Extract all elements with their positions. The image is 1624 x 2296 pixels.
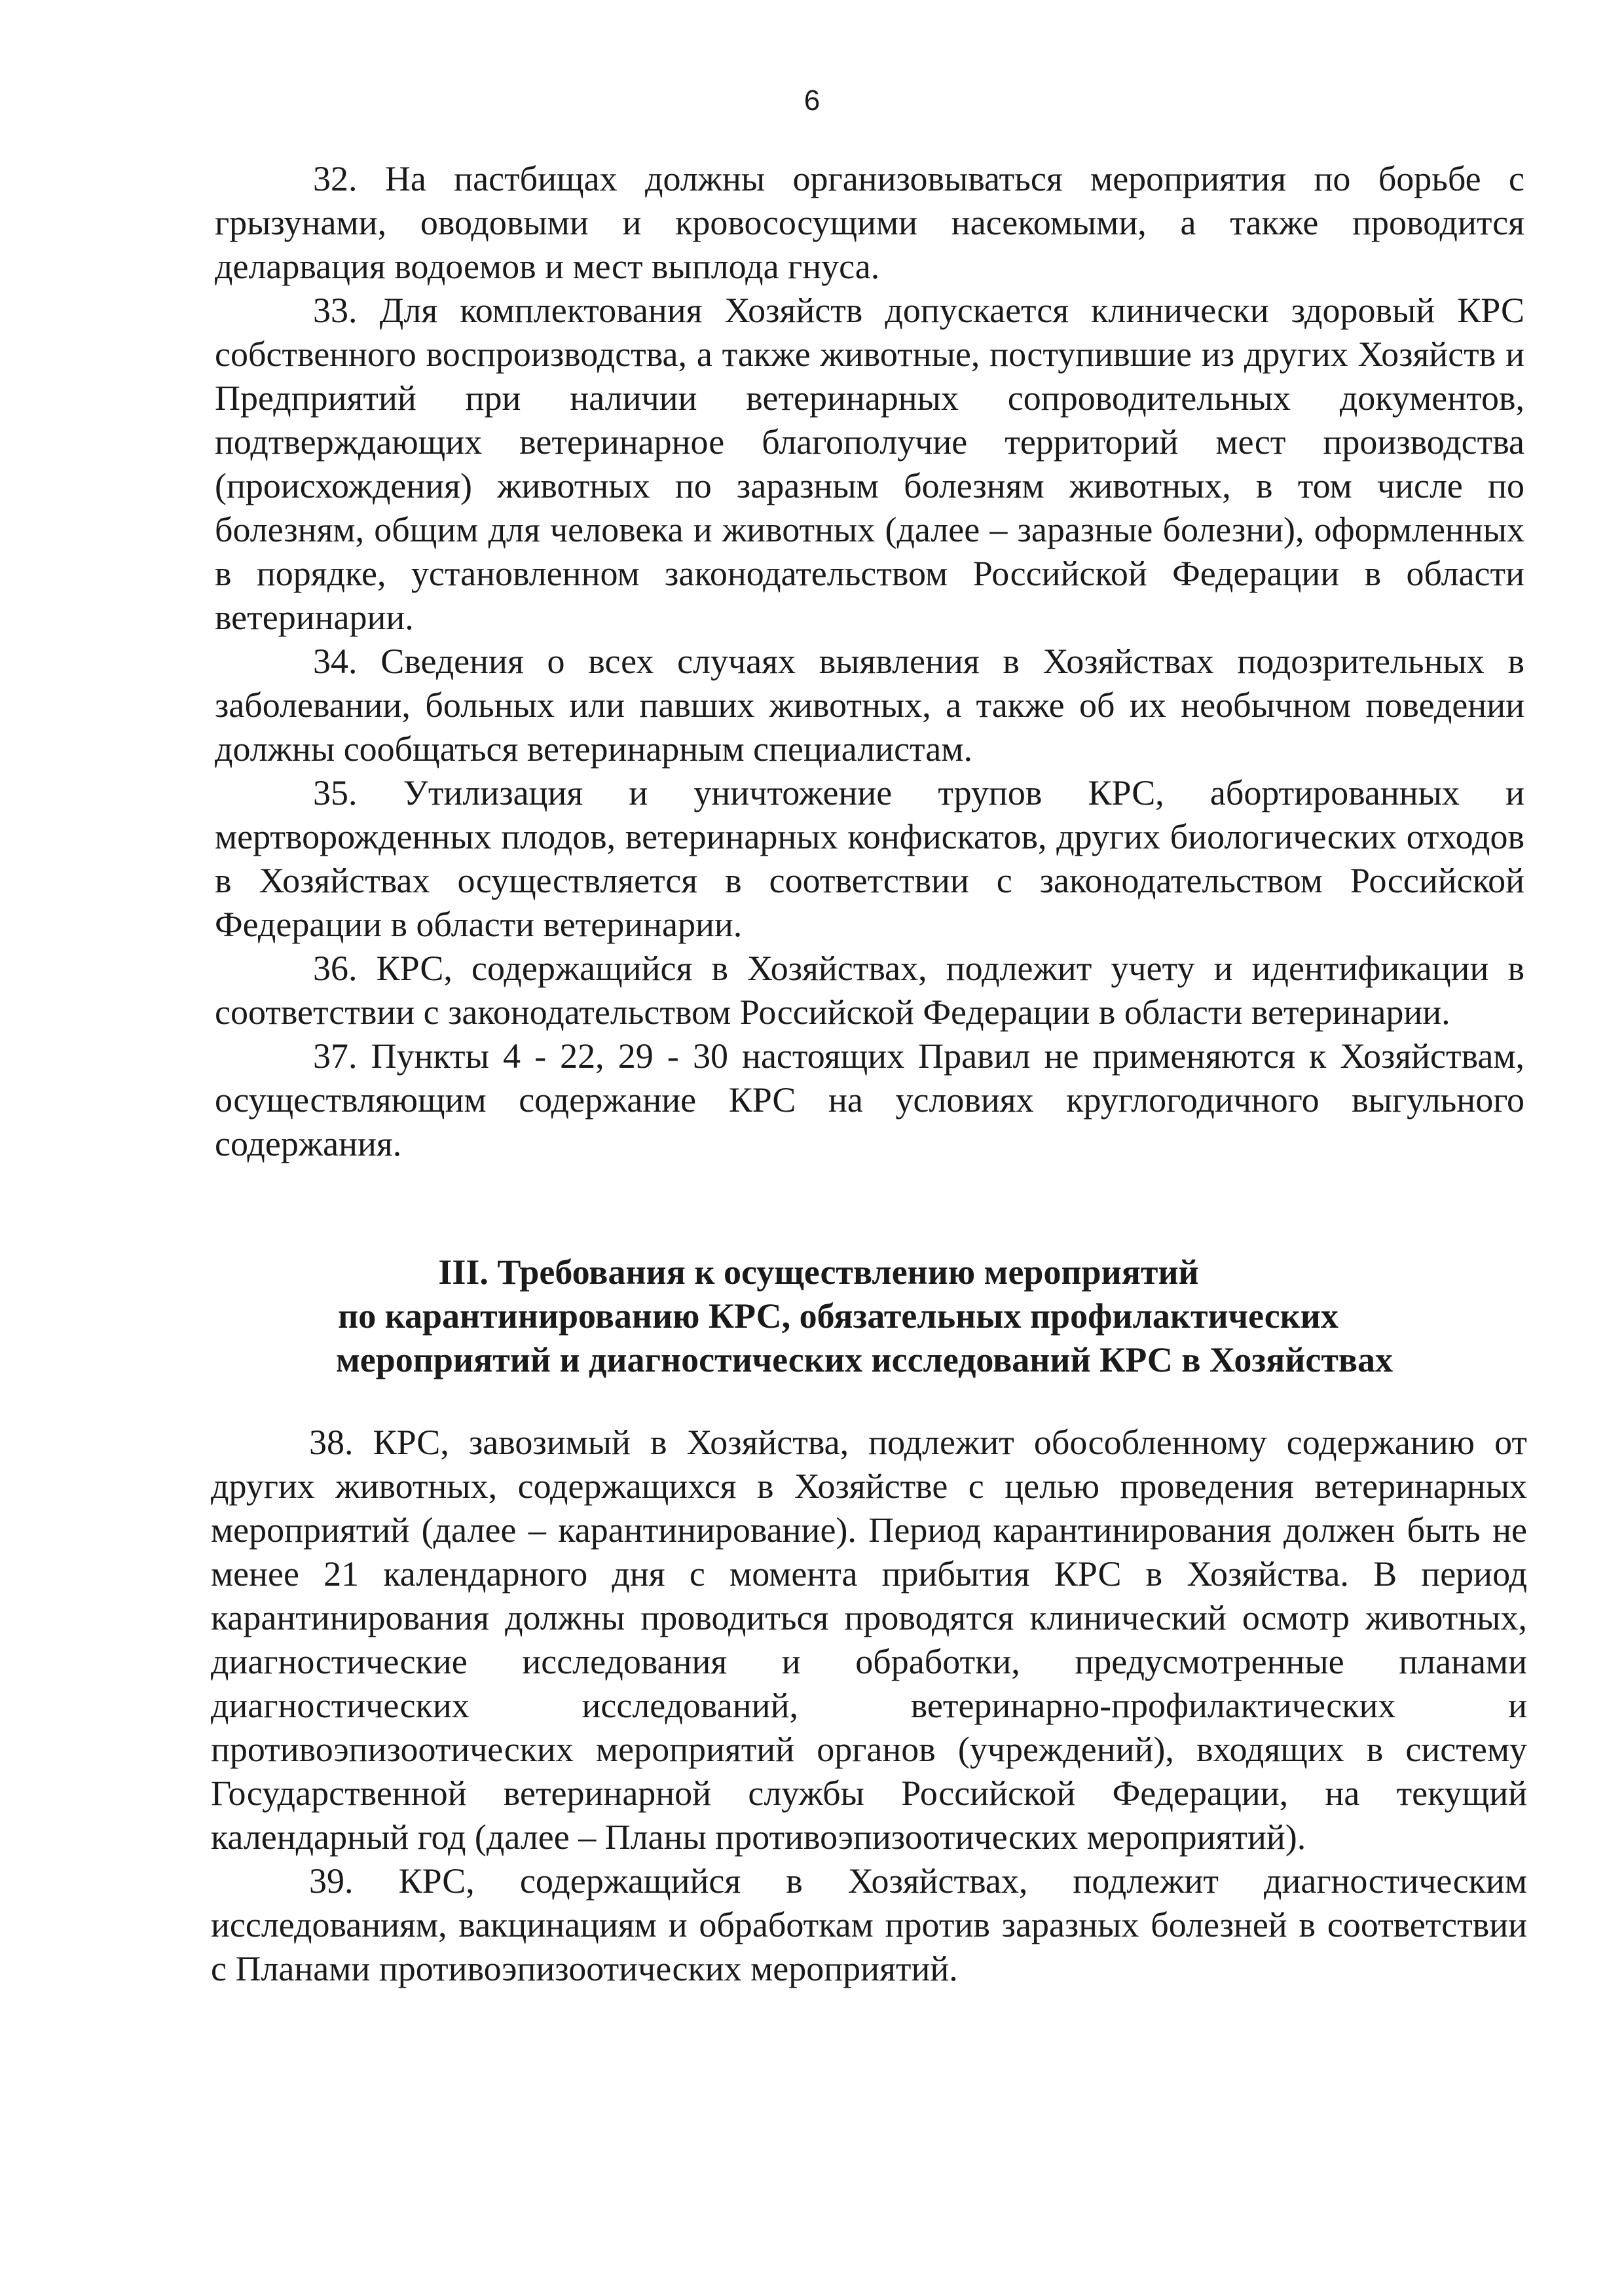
page-number: 6 — [803, 84, 821, 117]
section-heading-line-3: мероприятий и диагностических исследований КРС в Хозяйствах — [335, 1340, 1393, 1379]
section-heading-line-2: по карантинированию КРС, обязательных профилактических — [338, 1296, 1338, 1336]
section-heading — [0, 1250, 1624, 1382]
body-text-top — [215, 157, 1524, 1166]
body-text-bottom — [211, 1421, 1527, 1991]
paragraph-32: 32. На пастбищах должны организовываться мероприятия по борьбе с грызунами, оводовыми и кровососущими насекомыми, а также проводится деларвация водоемов и мест выплода гнуса. — [215, 159, 1524, 286]
section-heading-line-1: III. Требования к осуществлению мероприятий — [438, 1252, 1199, 1292]
paragraph-33: 33. Для комплектования Хозяйств допускается клинически здоровый КРС собственного воспроизводства, а также животные, поступившие из других Хозяйств и Предприятий при наличии ветеринарных сопроводительных документов, подтверждающих ветеринарное благополучие территорий мест производства (происхождения) животных по заразным болезням животных, в том числе по болезням, общим для человека и животных (далее – заразные болезни), оформленных в порядке, установленном законодательством Российской Федерации в области ветеринарии. — [215, 291, 1524, 637]
paragraph-36: 36. КРС, содержащийся в Хозяйствах, подлежит учету и идентификации в соответствии с законодательством Российской Федерации в области ветеринарии. — [215, 949, 1524, 1032]
paragraph-35: 35. Утилизация и уничтожение трупов КРС, абортированных и мертворожденных плодов, ветеринарных конфискатов, других биологических отходов в Хозяйствах осуществляется в соответствии с законодательством Российской Федерации в области ветеринарии. — [215, 773, 1524, 944]
paragraph-34: 34. Сведения о всех случаях выявления в Хозяйствах подозрительных в заболевании, больных или павших животных, а также об их необычном поведении должны сообщаться ветеринарным специалистам. — [215, 642, 1524, 769]
paragraph-39: 39. КРС, содержащийся в Хозяйствах, подлежит диагностическим исследованиям, вакцинациям и обработкам против заразных болезней в соответствии с Планами противоэпизоотических мероприятий. — [211, 1861, 1527, 1988]
paragraph-37: 37. Пункты 4 - 22, 29 - 30 настоящих Правил не применяются к Хозяйствам, осуществляющим содержание КРС на условиях круглогодичного выгульного содержания. — [215, 1036, 1524, 1163]
paragraph-38: 38. КРС, завозимый в Хозяйства, подлежит обособленному содержанию от других животных, содержащихся в Хозяйстве с целью проведения ветеринарных мероприятий (далее – карантинирование). Период карантинирования должен быть не менее 21 календарного дня с момента прибытия КРС в Хозяйства. В период карантинирования должны проводиться проводятся клинический осмотр животных, диагностические исследования и обработки, предусмотренные планами диагностических исследований, ветеринарно-профилактических и противоэпизоотических мероприятий органов (учреждений), входящих в систему Государственной ветеринарной службы Российской Федерации, на текущий календарный год (далее – Планы противоэпизоотических мероприятий). — [211, 1423, 1527, 1857]
